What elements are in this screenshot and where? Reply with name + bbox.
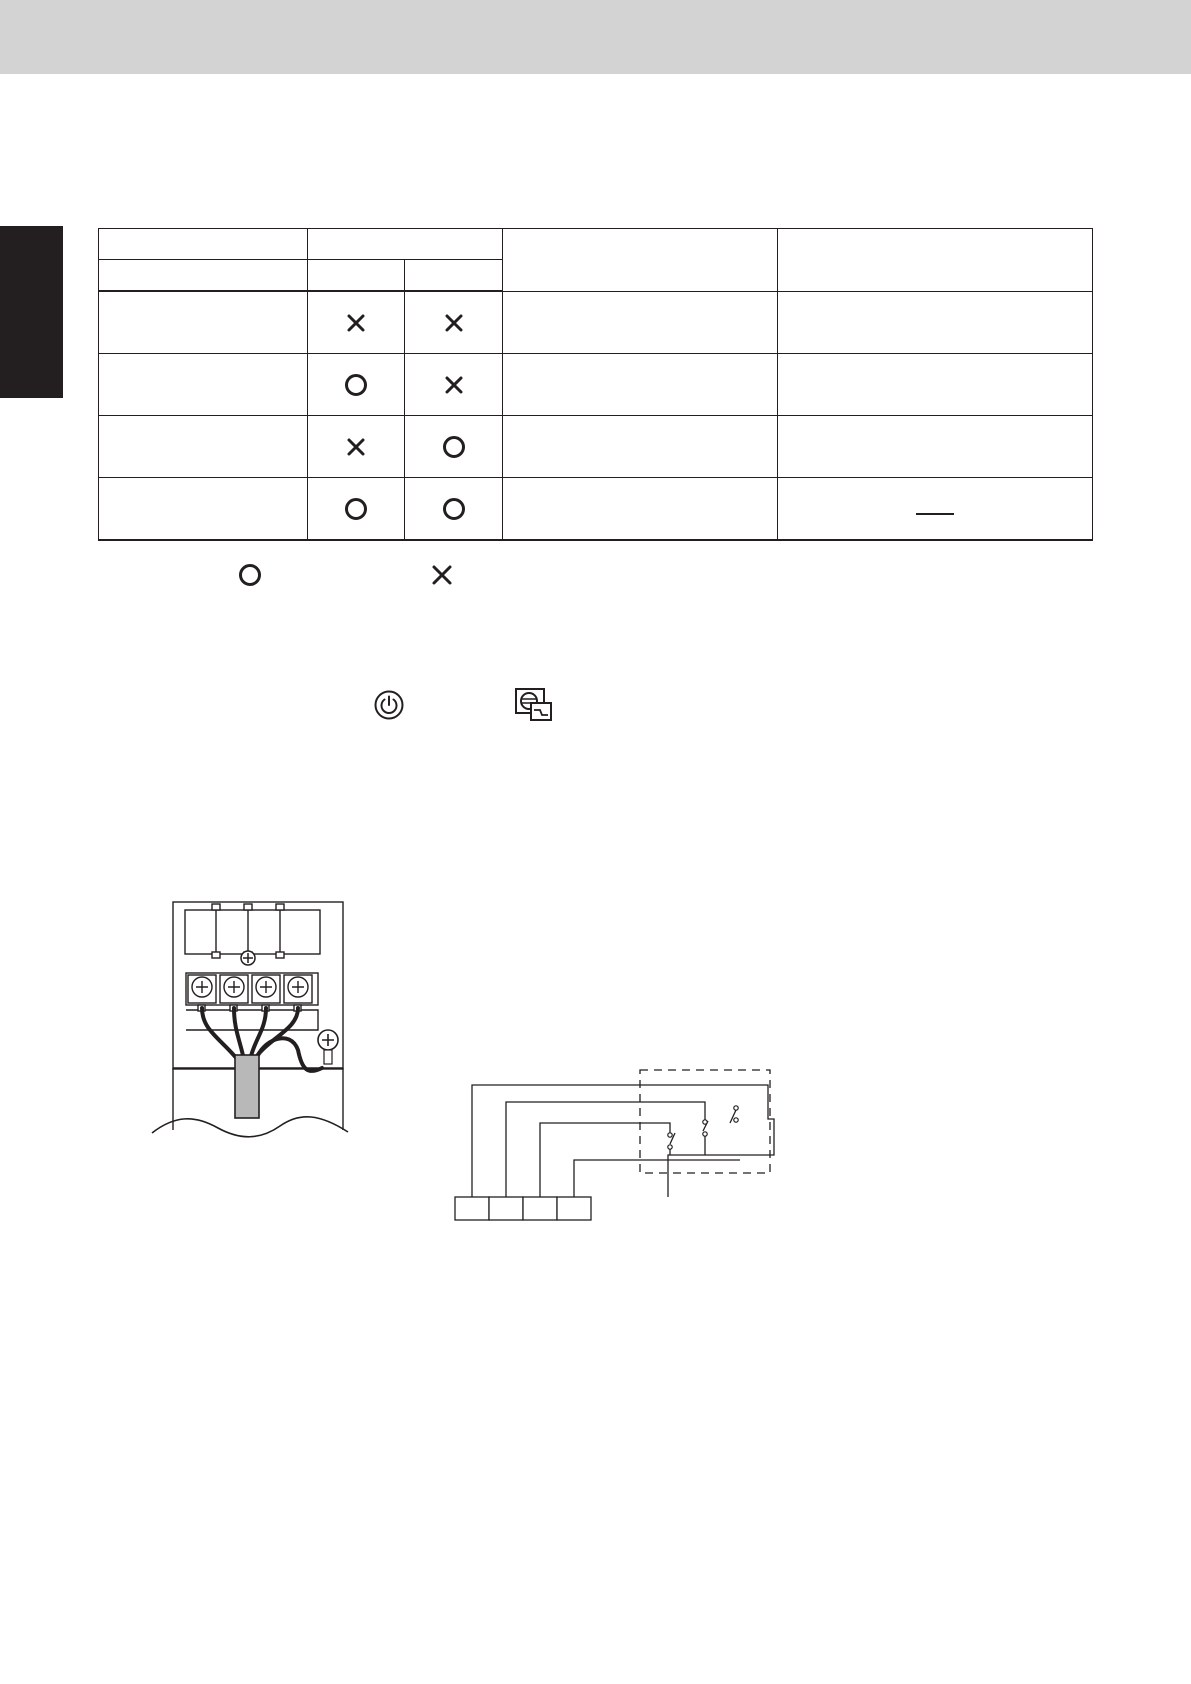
table-header-row-1 (99, 229, 1093, 260)
wall-break-line (152, 1117, 348, 1137)
cable-sheath (235, 1055, 259, 1118)
table-cell (99, 416, 308, 478)
table-cell (405, 416, 503, 478)
header-cell-sub (405, 260, 503, 292)
table-row (99, 291, 1093, 354)
table-row (99, 478, 1093, 541)
cross-icon (442, 373, 466, 397)
cross-icon (344, 435, 368, 459)
circle-icon (344, 497, 368, 521)
cover-screw-icon (241, 951, 255, 965)
table-cell (99, 354, 308, 416)
table-cell (308, 478, 405, 541)
table-cell (503, 354, 778, 416)
table-cell (503, 478, 778, 541)
terminal-strip (455, 1197, 591, 1220)
table-cell (778, 354, 1093, 416)
timer-icon (515, 688, 553, 722)
header-cell-sub (308, 260, 405, 292)
table-cell (405, 291, 503, 354)
header-cell (778, 229, 1093, 292)
table-cell (308, 291, 405, 354)
table-cell (778, 291, 1093, 354)
terminal-block-diagram (150, 900, 360, 1140)
circle-icon (442, 497, 466, 521)
header-cell (99, 260, 308, 292)
circle-icon (344, 373, 368, 397)
table-cell (778, 416, 1093, 478)
legend-cross-icon (431, 564, 453, 586)
table-cell (405, 478, 503, 541)
table-cell (99, 478, 308, 541)
power-icon (374, 690, 404, 720)
earth-screw-icon (318, 1030, 338, 1064)
header-cell (99, 229, 308, 260)
terminal-cover (185, 910, 320, 954)
cross-icon (442, 311, 466, 335)
header-cell-group (308, 229, 503, 260)
wire-bundle (202, 1008, 322, 1071)
header-band (0, 0, 1191, 74)
settings-table (98, 228, 1093, 541)
table-cell (405, 354, 503, 416)
dash-mark (916, 513, 954, 515)
table-cell (778, 478, 1093, 541)
table-cell (503, 416, 778, 478)
table-cell (308, 416, 405, 478)
table-row (99, 354, 1093, 416)
legend-circle-icon (238, 563, 262, 587)
wiring-diagram (450, 1065, 780, 1225)
table-cell (308, 354, 405, 416)
table-row (99, 416, 1093, 478)
cross-icon (344, 311, 368, 335)
language-side-tab (0, 226, 63, 398)
table-cell (503, 291, 778, 354)
table-cell (99, 291, 308, 354)
table-body (99, 291, 1093, 540)
circle-icon (442, 435, 466, 459)
header-cell (503, 229, 778, 292)
